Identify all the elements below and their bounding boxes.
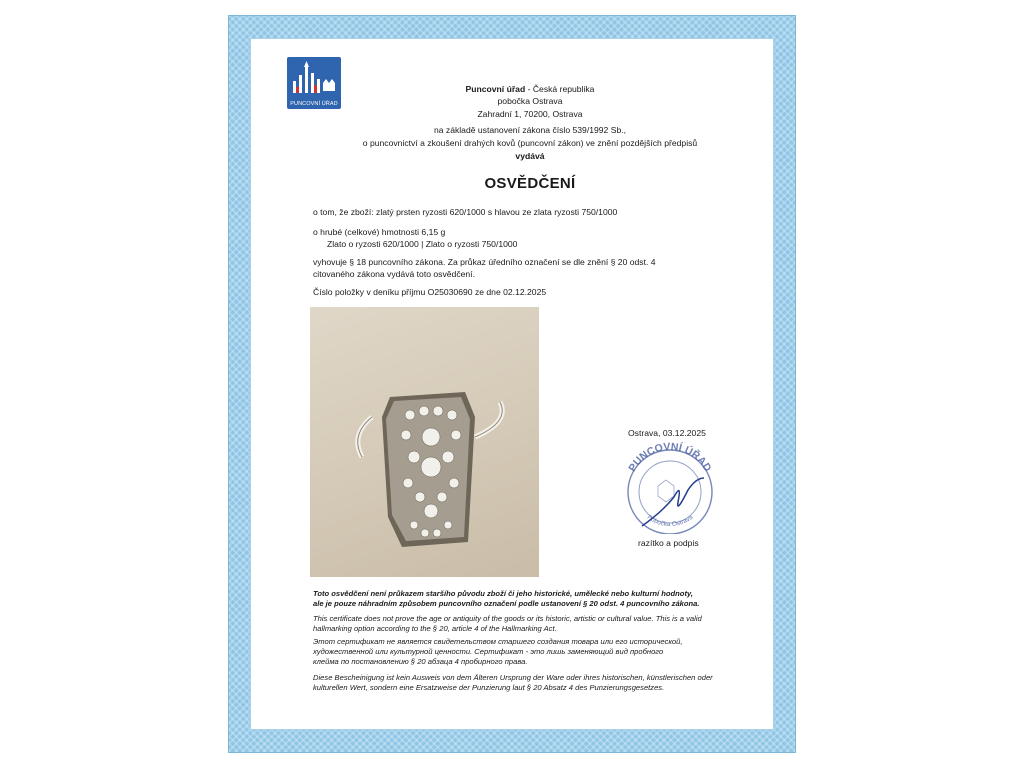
issue-date: Ostrava, 03.12.2025	[628, 428, 706, 438]
address-line: Zahradní 1, 70200, Ostrava	[477, 109, 583, 119]
disclaimer-de-1: Diese Bescheinigung ist kein Ausweis von dem Älteren Ursprung der Ware oder ihres historischen, künstlerischen oder	[313, 673, 713, 682]
disclaimer-cz-1: Toto osvědčení není průkazem staršího původu zboží či jeho historické, umělecké nebo kulturní hodnoty,	[313, 589, 694, 598]
svg-text:Pobočka Ostrava	[646, 514, 695, 529]
disclaimer-de-2: kulturellen Wert, sondern eine Ersatzweise der Punzierung laut § 20 Absatz 4 des Punzierungsgesetzes.	[313, 683, 665, 692]
branch-line: pobočka Ostrava	[497, 96, 563, 106]
disclaimer-ru-3: клейма по постановлению § 20 абзаца 4 пробирного права.	[313, 657, 528, 666]
stamp-and-signature-label: razítko a podpis	[638, 538, 699, 548]
certificate-title: OSVĚDČENÍ	[484, 175, 576, 192]
disclaimer-en-1: This certificate does not prove the age or antiquity of the goods or its historic, artistic or cultural value. This is a valid	[313, 614, 702, 623]
stamp-top-text: PUNCOVNÍ ÚŘAD	[626, 442, 714, 474]
compliance-line-2: citovaného zákona vydává toto osvědčení.	[313, 269, 475, 279]
fineness-line: Zlato o ryzosti 620/1000 | Zlato o ryzosti 750/1000	[327, 239, 518, 249]
svg-text:PUNCOVNÍ ÚŘAD	[626, 442, 714, 474]
compliance-line-1: vyhovuje § 18 puncovního zákona. Za průkaz úředního označení se dle znění § 20 odst. 4	[313, 257, 656, 267]
stamp-bottom-text: Pobočka Ostrava	[645, 513, 695, 529]
law-line-1: na základě ustanovení zákona číslo 539/1992 Sb.,	[433, 125, 627, 135]
disclaimer-ru-1: Этот сертификат не является свидетельством старшего создания товара или его исторической,	[313, 637, 683, 646]
goods-description: o tom, že zboží: zlatý prsten ryzosti 620/1000 s hlavou ze zlata ryzosti 750/1000	[313, 207, 618, 217]
official-stamp	[612, 442, 732, 534]
disclaimer-en-2: hallmarking option according to the § 20, article 4 of the Hallmarking Act.	[313, 624, 557, 633]
office-country: - Česká republika	[525, 84, 595, 94]
law-line-2: o puncovnictví a zkoušení drahých kovů (puncovní zákon) ve znění pozdějších předpisů	[362, 138, 698, 148]
ring-photo	[310, 307, 539, 577]
issues-line: vydává	[515, 151, 545, 161]
disclaimer-ru-2: художественной или культурной ценности. Сертификат - это лишь заменяющий вид пробного	[313, 647, 664, 656]
item-number-line: Číslo položky v deníku příjmu O25030690 ze dne 02.12.2025	[313, 287, 547, 297]
office-line	[310, 84, 750, 95]
weight-line: o hrubé (celkové) hmotnosti 6,15 g	[313, 227, 446, 237]
office-name: Puncovní úřad	[465, 84, 526, 94]
logo-caption: PUNCOVNÍ ÚŘAD	[290, 101, 338, 107]
disclaimer-cz-2: ale je pouze náhradním způsobem puncovního označení podle ustanovení § 20 odst. 4 puncovního zákona.	[313, 599, 700, 608]
